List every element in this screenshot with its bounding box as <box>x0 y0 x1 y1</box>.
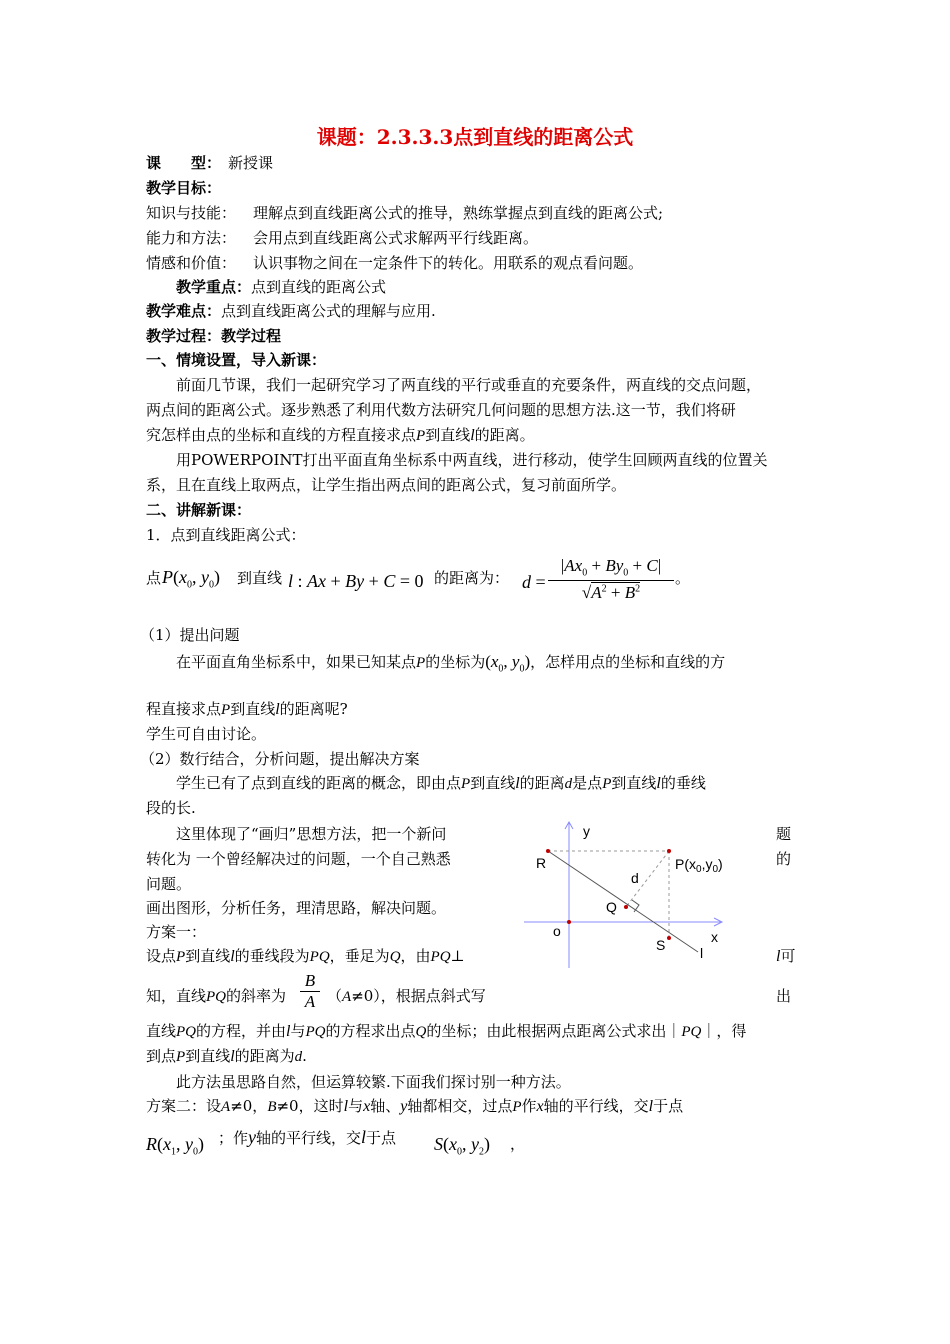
item1-heading: 1．点到直线距离公式： <box>146 526 306 544</box>
text-run: 直线 <box>146 1022 177 1040</box>
text-run: 可 <box>780 947 796 965</box>
label-p-sub: 0 <box>712 864 719 875</box>
s1-p2-line1: 用POWERPOINT打出平面直角坐标系中两直线，进行移动，使学生回顾两直线的位置关 <box>176 451 768 469</box>
symbol-p: P <box>416 655 426 671</box>
text-run: ，垂足为 <box>329 947 390 965</box>
label-o: o <box>553 923 561 939</box>
text-run: ｜，得 <box>701 1022 747 1040</box>
s1-p1-line3 <box>146 424 535 447</box>
line12 <box>218 1126 396 1149</box>
point-q-dot <box>624 905 628 909</box>
s1-p2-line2: 系，且在直线上取两点，让学生指出两点间的距离公式，复习前面所学。 <box>146 476 627 494</box>
left-line7 <box>146 985 286 1008</box>
text-run: 学生已有了点到直线的距离的概念，即由点 <box>176 774 462 792</box>
left-line6 <box>146 945 465 968</box>
formula-mid2: 的距离为： <box>434 569 510 587</box>
text-run: ，怎样用点的坐标和直线的方 <box>530 653 726 671</box>
text-run: 知，直线 <box>146 987 207 1005</box>
question2-heading: （2）数行结合，分析问题，提出解决方案 <box>140 750 420 768</box>
right-line7: 出 <box>776 987 792 1005</box>
symbol-l: l <box>776 948 781 965</box>
label-l: l <box>700 945 704 961</box>
slope-denominator <box>300 992 320 1012</box>
point-r: $R(x_1$, $y_0$) <box>146 1134 204 1158</box>
symbol-p: P <box>461 776 471 792</box>
symbol-l: l <box>343 1098 349 1115</box>
symbol-a: A <box>221 1099 231 1115</box>
symbol-l: l <box>470 427 475 444</box>
line12-end: ， <box>510 1135 526 1153</box>
symbol-d: d <box>564 776 573 792</box>
symbol-d: d <box>294 1049 303 1065</box>
formula-end: 。 <box>675 569 691 587</box>
text-run: ≠0， <box>230 1097 268 1115</box>
text-run: 作 <box>521 1097 537 1115</box>
key-point <box>176 276 386 298</box>
type-label: 课 型： <box>146 154 222 172</box>
formula-line-eq: l : Ax + By + C = 0 <box>288 571 424 591</box>
text-run: 的垂线段为 <box>234 947 310 965</box>
text-run: 究怎样由点的坐标和直线的方程直接求点 <box>146 426 417 444</box>
goal2-text: 会用点到直线距离公式求解两平行线距离。 <box>253 229 539 247</box>
process-label: 教学过程：教学过程 <box>146 327 282 345</box>
text-run: 在平面直角坐标系中，如果已知某点 <box>176 653 417 671</box>
text-run: 的坐标；由此根据两点距离公式求出｜ <box>426 1022 682 1040</box>
point-p-dot <box>667 849 671 853</box>
text-run: ≠0），根据点斜式写 <box>351 987 486 1005</box>
q2-line1 <box>176 772 706 795</box>
symbol-a: A <box>304 992 316 1011</box>
goal2-label: 能力和方法： <box>146 229 237 247</box>
label-x: x <box>711 929 718 945</box>
label-y: y <box>583 823 590 839</box>
goal3-text: 认识事物之间在一定条件下的转化。用联系的观点看问题。 <box>253 254 644 272</box>
text-run: . <box>302 1047 307 1065</box>
left-line7-tail <box>327 985 486 1008</box>
line10: 此方法虽思路自然，但运算较繁.下面我们探讨别一种方法。 <box>176 1073 571 1091</box>
text-run: 于点 <box>366 1129 397 1147</box>
q1-line1 <box>176 651 725 680</box>
text-run: 轴的平行线，交 <box>543 1097 649 1115</box>
label-p-part: ,y <box>701 856 713 872</box>
slope-numerator <box>300 971 320 992</box>
text-run: ，由 <box>400 947 431 965</box>
section2-heading: 二、讲解新课： <box>146 501 252 519</box>
text-run: 的斜率为 <box>226 987 287 1005</box>
type-value: 新授课 <box>228 154 274 172</box>
goal1-label: 知识与技能： <box>146 204 237 222</box>
question1-heading: （1）提出问题 <box>140 626 240 644</box>
left-line5: 方案一： <box>146 923 207 941</box>
key-text: 点到直线的距离公式 <box>251 278 387 296</box>
text-run: 的距离呢? <box>279 700 348 718</box>
label-p-part: P(x <box>675 856 696 872</box>
symbol-y: y <box>248 1127 257 1147</box>
symbol-y: y <box>400 1098 408 1115</box>
text-run: 到直线 <box>185 947 231 965</box>
point-s: $S(x_0$, $y_2$) <box>434 1134 490 1158</box>
text-run: 程直接求点 <box>146 700 222 718</box>
text-run: 与 <box>348 1097 364 1115</box>
s1-p1-line2: 两点间的距离公式。逐步熟悉了利用代数方法研究几何问题的思想方法.这一节，我们将研 <box>146 401 736 419</box>
symbol-a: A <box>342 989 352 1005</box>
symbol-x: x <box>536 1098 544 1115</box>
label-p <box>675 856 723 875</box>
text-run: 到直线 <box>470 774 516 792</box>
page-title: 课题：2.3.3.3点到直线的距离公式 <box>316 125 634 149</box>
left-line1: 这里体现了“画归”思想方法，把一个新问 <box>176 825 447 843</box>
symbol-l: l <box>656 775 661 792</box>
right-angle-marker <box>632 900 639 912</box>
q1-line2 <box>146 698 348 721</box>
formula-fraction <box>548 556 674 603</box>
text-run: 轴的平行线，交 <box>256 1129 362 1147</box>
goal1-text: 理解点到直线距离公式的推导，熟练掌握点到直线的距离公式; <box>253 204 664 222</box>
symbol-p: P <box>176 1049 186 1065</box>
formula-pre: 点 <box>146 569 162 587</box>
text-run: （ <box>327 987 343 1005</box>
text-run: 到直线 <box>425 426 471 444</box>
point-s-dot <box>667 936 671 940</box>
text-run: 于点 <box>653 1097 684 1115</box>
symbol-pq: PQ <box>430 949 451 965</box>
symbol-l: l <box>515 775 520 792</box>
text-run: 的方程求出点 <box>325 1022 416 1040</box>
text-run: 到点 <box>146 1047 177 1065</box>
goals-label: 教学目标： <box>146 179 222 197</box>
symbol-l: l <box>230 1048 235 1065</box>
text-run: 是点 <box>572 774 603 792</box>
symbol-p: P <box>221 702 231 718</box>
diff-text: 点到直线距离公式的理解与应用. <box>221 302 436 320</box>
line9 <box>146 1045 307 1068</box>
goal3-label: 情感和价值： <box>146 254 237 272</box>
section1-heading: 一、情境设置，导入新课： <box>146 351 327 369</box>
text-run: 的方程，并由 <box>196 1022 287 1040</box>
symbol-l: l <box>361 1127 367 1147</box>
right-line6 <box>776 945 795 968</box>
symbol-q: Q <box>415 1024 427 1040</box>
difficulty <box>146 300 436 322</box>
origin-dot <box>567 920 571 924</box>
key-label: 教学重点： <box>176 278 252 296</box>
text-run: 到直线 <box>230 700 276 718</box>
line8 <box>146 1020 746 1043</box>
right-line1: 题 <box>776 825 792 843</box>
text-run: 轴、 <box>370 1097 401 1115</box>
symbol-pq: PQ <box>305 1024 326 1040</box>
symbol-p: P <box>176 949 186 965</box>
q1-line3: 学生可自由讨论。 <box>146 725 267 743</box>
label-r: R <box>536 855 547 871</box>
symbol-b: B <box>267 1099 277 1115</box>
text-run: 的距离为 <box>234 1047 295 1065</box>
symbol-pq: PQ <box>309 949 330 965</box>
label-p-part: ) <box>718 856 723 872</box>
text-run: ；作 <box>218 1129 249 1147</box>
text-run: 轴都相交，过点 <box>407 1097 513 1115</box>
text-run: ⊥ <box>450 947 465 965</box>
left-line3: 问题。 <box>146 875 192 893</box>
text-run: 的距离。 <box>474 426 535 444</box>
symbol-q: Q <box>389 949 401 965</box>
point-r-dot <box>546 849 550 853</box>
line11 <box>146 1095 683 1118</box>
q2-line2: 段的长. <box>146 799 196 817</box>
left-line2: 转化为 一个曾经解决过的问题，一个自己熟悉 <box>146 850 451 868</box>
text-run: 设点 <box>146 947 177 965</box>
text-run: 的坐标为 <box>425 653 486 671</box>
text-run: 到直线 <box>611 774 657 792</box>
label-q: Q <box>606 899 617 915</box>
text-run: 的距离 <box>519 774 565 792</box>
label-d: d <box>631 870 639 886</box>
symbol-x: x <box>363 1098 371 1115</box>
symbol-pq: PQ <box>206 989 227 1005</box>
fraction-numerator: $|Ax_0 + By_0 + C|$ <box>548 556 674 581</box>
symbol-l: l <box>286 1023 291 1040</box>
symbol-p: P <box>512 1099 522 1115</box>
symbol-l: l <box>648 1098 654 1115</box>
diff-label: 教学难点： <box>146 302 222 320</box>
fraction-denominator: $√A^2 + B^2$ <box>581 583 641 603</box>
symbol-b: B <box>304 971 316 990</box>
left-line4: 画出图形，分析任务，理清思路，解决问题。 <box>146 899 447 917</box>
formula-d: d = <box>522 572 546 592</box>
symbol-p: P <box>602 776 612 792</box>
text-run: 到直线 <box>185 1047 231 1065</box>
label-p-sub: 0 <box>696 864 702 875</box>
text-run: ≠0，这时 <box>276 1097 344 1115</box>
symbol-p: P <box>416 428 426 444</box>
label-s: S <box>656 937 666 953</box>
slope-fraction <box>300 971 320 1012</box>
text-run: 的垂线 <box>660 774 706 792</box>
geometry-diagram <box>520 820 730 970</box>
symbol-l: l <box>230 948 235 965</box>
right-line2: 的 <box>776 850 792 868</box>
formula-point: $P(x_0$, $y_0$) <box>162 567 220 591</box>
text-run: 方案二：设 <box>146 1097 222 1115</box>
s1-p1-line1: 前面几节课，我们一起研究学习了两直线的平行或垂直的充要条件，两直线的交点问题， <box>176 376 762 394</box>
coord-x0y0: ($x_0$, $y_0$) <box>485 652 531 675</box>
text-run: 与 <box>290 1022 306 1040</box>
symbol-pq: PQ <box>681 1024 702 1040</box>
symbol-l: l <box>275 701 280 718</box>
formula-mid1: 到直线 <box>237 569 283 587</box>
symbol-pq: PQ <box>176 1024 197 1040</box>
